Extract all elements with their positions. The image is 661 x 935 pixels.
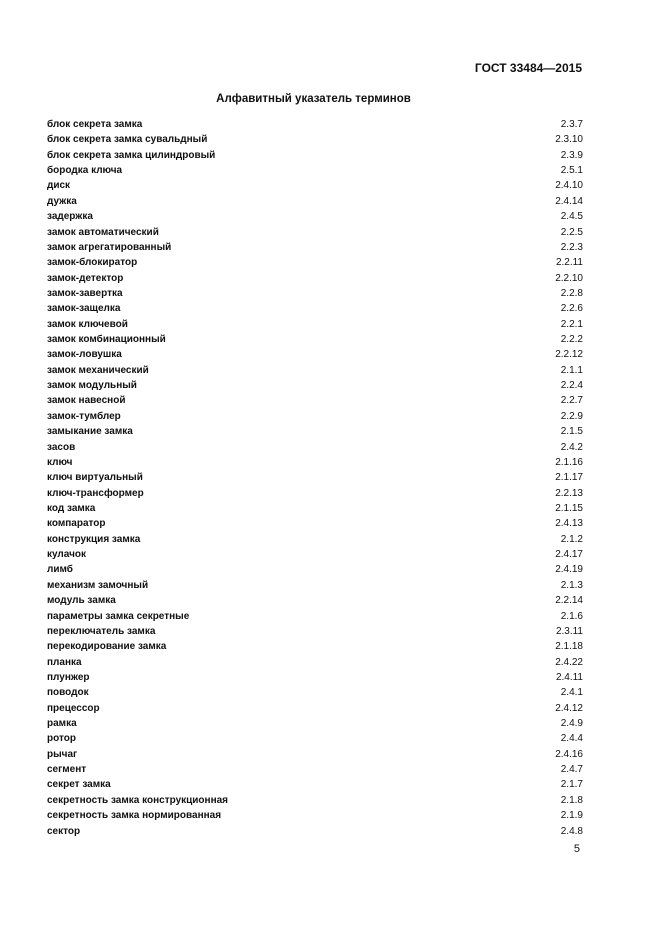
entry-term: рамка (47, 718, 77, 730)
page-title: Алфавитный указатель терминов (216, 93, 411, 105)
index-entry (47, 685, 583, 700)
index-entry (47, 516, 583, 531)
index-entry (47, 731, 583, 746)
entry-reference: 2.4.22 (555, 656, 583, 668)
entry-term: засов (47, 441, 76, 453)
entry-term: замок-ловушка (47, 349, 122, 361)
entry-reference: 2.4.9 (560, 718, 583, 730)
index-entry (47, 670, 583, 685)
entry-term: замок-завертка (47, 287, 123, 299)
index-entry (47, 578, 583, 593)
index-entry (47, 378, 583, 393)
entry-term: замок комбинационный (47, 334, 166, 346)
entry-term: рычаг (47, 748, 78, 760)
entry-reference: 2.1.15 (555, 502, 583, 514)
entry-term: секрет замка (47, 779, 111, 791)
index-entry (47, 225, 583, 240)
entry-reference: 2.1.1 (560, 364, 583, 376)
index-entry (47, 132, 583, 147)
entry-term: замок навесной (47, 395, 126, 407)
index-entry (47, 486, 583, 501)
page-number: 5 (573, 843, 580, 855)
index-entry (47, 271, 583, 286)
entry-term: диск (47, 180, 71, 192)
entry-term: замыкание замка (47, 426, 133, 438)
entry-reference: 2.1.7 (560, 779, 583, 791)
entry-term: замок автоматический (47, 226, 159, 238)
index-entry (47, 347, 583, 362)
entry-reference: 2.2.6 (560, 303, 583, 315)
entry-reference: 2.4.17 (555, 549, 583, 561)
entry-term: ключ виртуальный (47, 472, 143, 484)
entry-term: блок секрета замка цилиндровый (47, 149, 216, 161)
entry-reference: 2.3.11 (555, 625, 583, 637)
entry-reference: 2.2.8 (560, 287, 583, 299)
entry-term: лимб (47, 564, 73, 576)
entry-reference: 2.4.10 (555, 180, 583, 192)
index-entry (47, 194, 583, 209)
entry-term: конструкция замка (47, 533, 141, 545)
entry-term: блок секрета замка сувальдный (47, 134, 208, 146)
entry-reference: 2.2.3 (560, 241, 583, 253)
entry-term: планка (47, 656, 82, 668)
entry-term: блок секрета замка (47, 119, 143, 130)
entry-reference: 2.2.10 (555, 272, 583, 284)
entry-term: ключ (47, 456, 73, 468)
index-entry (47, 609, 583, 624)
index-entry (47, 440, 583, 455)
index-entry (47, 301, 583, 316)
entry-reference: 2.1.16 (555, 456, 583, 468)
index-entry (47, 547, 583, 562)
index-entry (47, 716, 583, 731)
index-entry (47, 286, 583, 301)
entry-term: замок агрегатированный (47, 241, 172, 253)
index-entry (47, 117, 583, 132)
entry-reference: 2.1.18 (555, 641, 583, 653)
entry-term: замок механический (47, 364, 149, 376)
index-entry (47, 470, 583, 485)
entry-term: секретность замка нормированная (47, 810, 222, 822)
entry-reference: 2.1.3 (560, 579, 583, 591)
index-entry (47, 824, 583, 839)
index-entry (47, 793, 583, 808)
entry-reference: 2.4.4 (560, 733, 583, 745)
index-entry (47, 624, 583, 639)
entry-reference: 2.3.7 (560, 119, 583, 130)
entry-term: переключатель замка (47, 625, 156, 637)
entry-reference: 2.4.16 (555, 748, 583, 760)
entry-term: задержка (47, 211, 93, 223)
index-entry (47, 532, 583, 547)
entry-reference: 2.3.9 (560, 149, 583, 161)
entry-term: ротор (47, 733, 76, 745)
entry-term: замок-детектор (47, 272, 124, 284)
entry-reference: 2.1.6 (560, 610, 583, 622)
entry-reference: 2.4.7 (560, 764, 583, 776)
entry-reference: 2.3.10 (555, 134, 583, 146)
term-index-list (47, 117, 583, 839)
index-entry (47, 762, 583, 777)
entry-term: механизм замочный (47, 579, 149, 591)
entry-reference: 2.1.17 (555, 472, 583, 484)
entry-reference: 2.4.8 (560, 825, 583, 837)
entry-reference: 2.2.12 (555, 349, 583, 361)
index-entry (47, 409, 583, 424)
document-standard-header: ГОСТ 33484—2015 (474, 61, 582, 75)
index-entry (47, 655, 583, 670)
entry-term: прецессор (47, 702, 100, 714)
entry-term: компаратор (47, 518, 106, 530)
entry-term: перекодирование замка (47, 641, 167, 653)
entry-term: секретность замка конструкционная (47, 794, 229, 806)
index-entry (47, 701, 583, 716)
entry-reference: 2.1.8 (560, 794, 583, 806)
index-entry (47, 501, 583, 516)
index-entry (47, 808, 583, 823)
entry-reference: 2.4.13 (555, 518, 583, 530)
entry-term: сегмент (47, 764, 87, 776)
entry-term: замок модульный (47, 380, 137, 392)
entry-reference: 2.2.11 (555, 257, 583, 269)
entry-term: модуль замка (47, 595, 116, 607)
index-entry (47, 178, 583, 193)
entry-term: сектор (47, 825, 81, 837)
entry-reference: 2.2.1 (560, 318, 583, 330)
entry-reference: 2.1.9 (560, 810, 583, 822)
index-entry (47, 148, 583, 163)
index-entry (47, 317, 583, 332)
entry-reference: 2.4.19 (555, 564, 583, 576)
index-entry (47, 240, 583, 255)
entry-reference: 2.2.14 (555, 595, 583, 607)
entry-reference: 2.4.12 (555, 702, 583, 714)
entry-term: замок-тумблер (47, 410, 121, 422)
entry-reference: 2.2.2 (560, 334, 583, 346)
index-entry (47, 209, 583, 224)
entry-reference: 2.2.7 (560, 395, 583, 407)
entry-reference: 2.4.11 (555, 671, 583, 683)
entry-term: замок ключевой (47, 318, 128, 330)
entry-term: кулачок (47, 549, 87, 561)
index-entry (47, 455, 583, 470)
index-entry (47, 639, 583, 654)
entry-reference: 2.2.13 (555, 487, 583, 499)
entry-reference: 2.1.5 (560, 426, 583, 438)
entry-reference: 2.4.1 (560, 687, 583, 699)
entry-term: бородка ключа (47, 165, 123, 177)
index-entry (47, 363, 583, 378)
entry-reference: 2.2.9 (560, 410, 583, 422)
entry-reference: 2.1.2 (560, 533, 583, 545)
entry-term: плунжер (47, 671, 90, 683)
entry-reference: 2.4.2 (560, 441, 583, 453)
entry-term: дужка (47, 195, 77, 207)
entry-term: параметры замка секретные (47, 610, 190, 622)
index-entry (47, 393, 583, 408)
entry-term: ключ-трансформер (47, 487, 144, 499)
index-entry (47, 593, 583, 608)
entry-term: замок-защелка (47, 303, 121, 315)
index-entry (47, 777, 583, 792)
index-entry (47, 424, 583, 439)
entry-reference: 2.4.14 (555, 195, 583, 207)
index-entry (47, 332, 583, 347)
entry-reference: 2.5.1 (560, 165, 583, 177)
entry-reference: 2.2.5 (560, 226, 583, 238)
index-entry (47, 562, 583, 577)
entry-reference: 2.2.4 (560, 380, 583, 392)
entry-reference: 2.4.5 (560, 211, 583, 223)
index-entry (47, 163, 583, 178)
index-entry (47, 747, 583, 762)
index-entry (47, 255, 583, 270)
entry-term: код замка (47, 502, 96, 514)
entry-term: поводок (47, 687, 89, 699)
entry-term: замок-блокиратор (47, 257, 138, 269)
